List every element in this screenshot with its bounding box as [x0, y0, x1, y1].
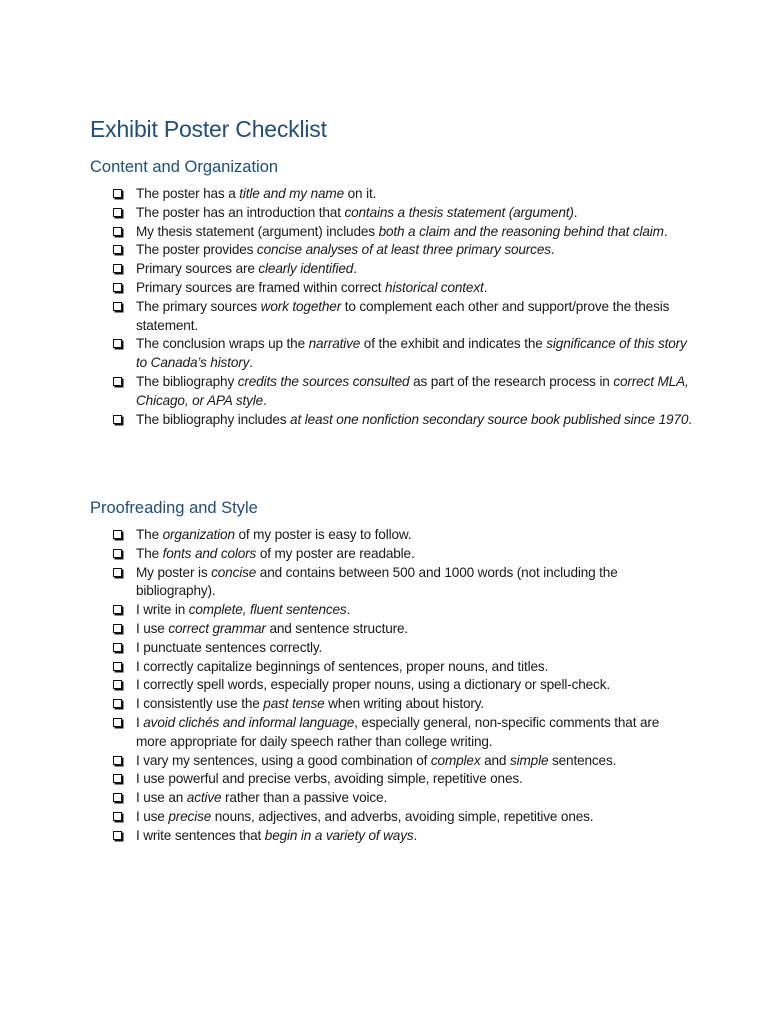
- checklist-item-text: [136, 224, 667, 239]
- text-segment: of my poster are readable.: [256, 545, 415, 561]
- emphasis-text: work together: [260, 298, 342, 314]
- text-segment: .: [249, 355, 253, 371]
- checkbox-icon[interactable]: [113, 283, 122, 292]
- checklist-item-text: [136, 412, 692, 427]
- checklist-item: [113, 223, 693, 242]
- text-segment: The poster has an introduction that: [136, 204, 345, 220]
- checklist-item: [113, 676, 693, 695]
- text-segment: I vary my sentences, using a good combination of: [136, 752, 431, 768]
- checkbox-icon[interactable]: [113, 662, 122, 671]
- emphasis-text: historical context: [385, 279, 484, 295]
- checklist-item-text: [136, 677, 610, 692]
- emphasis-text: significance of this story to Canada’s history: [136, 336, 687, 371]
- checklist-item-text: [136, 790, 387, 805]
- emphasis-text: active: [186, 790, 222, 806]
- text-segment: The poster has a: [136, 186, 240, 201]
- checkbox-icon[interactable]: [113, 680, 122, 689]
- checkbox-icon[interactable]: [113, 643, 122, 652]
- checkbox-icon[interactable]: [113, 831, 122, 840]
- text-segment: My thesis statement (argument) includes: [136, 223, 379, 239]
- checkbox-icon[interactable]: [113, 245, 122, 254]
- text-segment: when writing about history.: [324, 696, 485, 712]
- text-segment: .: [573, 204, 578, 220]
- emphasis-text: concise analyses of at least three primary sources: [256, 242, 551, 258]
- emphasis-text: correct MLA, Chicago, or APA style: [136, 373, 689, 408]
- emphasis-text: credits the sources consulted: [237, 373, 410, 389]
- checkbox-icon[interactable]: [113, 339, 122, 348]
- checklist-item: [113, 827, 693, 846]
- checklist-item-text: [136, 565, 618, 599]
- checkbox-icon[interactable]: [113, 756, 122, 765]
- checklist-item-text: [136, 771, 523, 786]
- text-segment: to complement each other and support/prove the thesis statement.: [136, 298, 670, 333]
- text-segment: of the exhibit and indicates the: [360, 336, 547, 352]
- emphasis-text: fonts and colors: [162, 545, 257, 561]
- checklist-item: [113, 620, 693, 639]
- checklist-item: [113, 714, 693, 752]
- text-segment: I correctly capitalize beginnings of sentences, proper nouns, and titles.: [136, 658, 549, 674]
- checklist-item-text: [136, 828, 417, 843]
- checkbox-icon[interactable]: [113, 624, 122, 633]
- text-segment: I use powerful and precise verbs, avoiding simple, repetitive ones.: [136, 771, 523, 787]
- checklist-item: [113, 789, 693, 808]
- text-segment: sentences.: [548, 752, 617, 768]
- checklist-item: [113, 639, 693, 658]
- checkbox-icon[interactable]: [113, 302, 122, 311]
- emphasis-text: at least one nonfiction secondary source book published since 1970: [290, 411, 689, 427]
- text-segment: The bibliography: [136, 373, 238, 389]
- text-segment: nouns, adjectives, and adverbs, avoiding simple, repetitive ones.: [211, 808, 594, 824]
- checklist-item: [113, 373, 693, 411]
- checklist-item: [113, 335, 693, 373]
- text-segment: of my poster is easy to follow.: [234, 527, 412, 542]
- checklist-item: [113, 658, 693, 677]
- checklist-proofreading: [113, 526, 693, 846]
- text-segment: on it.: [344, 186, 377, 201]
- checkbox-icon[interactable]: [113, 718, 122, 727]
- text-segment: .: [483, 279, 488, 295]
- emphasis-text: past tense: [263, 696, 325, 712]
- text-segment: The primary sources: [136, 298, 261, 314]
- text-segment: I correctly spell words, especially proper nouns, using a dictionary or spell-check.: [136, 677, 610, 693]
- checklist-item: [113, 695, 693, 714]
- text-segment: rather than a passive voice.: [221, 790, 388, 806]
- checklist-item-text: [136, 261, 357, 276]
- checklist-content: [113, 185, 693, 429]
- text-segment: The poster provides: [136, 242, 257, 258]
- checklist-item: [113, 279, 693, 298]
- checkbox-icon[interactable]: [113, 530, 122, 539]
- emphasis-text: avoid clichés and informal language: [143, 714, 355, 730]
- text-segment: .: [550, 242, 555, 258]
- checklist-item-text: [136, 696, 484, 711]
- emphasis-text: correct grammar: [168, 620, 266, 636]
- page-title: Exhibit Poster Checklist: [90, 116, 327, 142]
- text-segment: I: [136, 714, 144, 730]
- emphasis-text: clearly identified: [258, 261, 354, 277]
- emphasis-text: complex: [430, 752, 481, 768]
- text-segment: Primary sources are framed within correct: [136, 279, 386, 295]
- text-segment: The: [136, 545, 163, 561]
- checklist-item: [113, 545, 693, 564]
- checkbox-icon[interactable]: [113, 812, 122, 821]
- checklist-item: [113, 298, 693, 336]
- checklist-item-text: [136, 753, 616, 768]
- checklist-item: [113, 808, 693, 827]
- emphasis-text: precise: [168, 808, 212, 824]
- text-segment: I use: [136, 620, 169, 636]
- checklist-item-text: [136, 186, 376, 201]
- emphasis-text: title and my name: [239, 186, 344, 201]
- checkbox-icon[interactable]: [113, 208, 122, 217]
- checkbox-icon[interactable]: [113, 189, 122, 198]
- checkbox-icon[interactable]: [113, 227, 122, 236]
- checkbox-icon[interactable]: [113, 549, 122, 558]
- checklist-item-text: [136, 659, 548, 674]
- checkbox-icon[interactable]: [113, 377, 122, 386]
- section-heading-proofreading: Proofreading and Style: [90, 499, 258, 517]
- checklist-item-text: [136, 205, 577, 220]
- emphasis-text: both a claim and the reasoning behind that claim: [378, 223, 664, 239]
- text-segment: The: [136, 527, 163, 542]
- text-segment: I use an: [136, 790, 187, 806]
- checkbox-icon[interactable]: [113, 568, 122, 577]
- checklist-item-text: [136, 715, 659, 749]
- emphasis-text: organization: [162, 527, 235, 542]
- checklist-item-text: [136, 299, 669, 333]
- checklist-item-text: [136, 374, 689, 408]
- text-segment: and: [480, 752, 510, 768]
- checklist-item-text: [136, 546, 415, 561]
- checklist-item: [113, 411, 693, 430]
- text-segment: Primary sources are: [136, 261, 259, 277]
- text-segment: I write in: [136, 602, 189, 618]
- text-segment: .: [663, 223, 668, 239]
- checklist-item: [113, 770, 693, 789]
- checklist-item: [113, 526, 693, 545]
- text-segment: as part of the research process in: [409, 373, 614, 389]
- text-segment: .: [688, 411, 692, 427]
- text-segment: I write sentences that: [136, 827, 265, 843]
- text-segment: The conclusion wraps up the: [136, 336, 309, 352]
- checklist-item-text: [136, 280, 487, 295]
- emphasis-text: simple: [509, 752, 549, 768]
- text-segment: My poster is: [136, 564, 212, 580]
- text-segment: .: [263, 392, 267, 408]
- text-segment: and contains between 500 and 1000 words (not including the bibliography).: [136, 564, 618, 599]
- text-segment: .: [353, 261, 357, 277]
- section-heading-content: Content and Organization: [90, 158, 279, 176]
- checkbox-icon[interactable]: [113, 774, 122, 783]
- checklist-item: [113, 752, 693, 771]
- checkbox-icon[interactable]: [113, 699, 122, 708]
- emphasis-text: begin in a variety of ways: [264, 827, 414, 843]
- checklist-item-text: [136, 602, 350, 617]
- emphasis-text: complete, fluent sentences: [188, 602, 347, 618]
- text-segment: .: [346, 602, 351, 618]
- checklist-item-text: [136, 809, 593, 824]
- checklist-item-text: [136, 621, 408, 636]
- checklist-item: [113, 204, 693, 223]
- checklist-item-text: [136, 640, 322, 655]
- checklist-item: [113, 241, 693, 260]
- emphasis-text: narrative: [308, 336, 361, 352]
- text-segment: The bibliography includes: [136, 411, 291, 427]
- checkbox-icon[interactable]: [113, 793, 122, 802]
- checklist-item-text: [136, 242, 555, 257]
- checklist-item: [113, 564, 693, 602]
- checklist-item: [113, 260, 693, 279]
- text-segment: I punctuate sentences correctly.: [136, 639, 323, 655]
- text-segment: and sentence structure.: [265, 620, 409, 636]
- checklist-item: [113, 601, 693, 620]
- checkbox-icon[interactable]: [113, 605, 122, 614]
- checkbox-icon[interactable]: [113, 264, 122, 273]
- text-segment: I consistently use the: [136, 696, 264, 712]
- checkbox-icon[interactable]: [113, 415, 122, 424]
- checklist-item-text: [136, 336, 687, 370]
- checklist-item-text: [136, 527, 411, 542]
- emphasis-text: contains a thesis statement (argument): [344, 204, 574, 220]
- text-segment: , especially general, non-specific comments that are more appropriate for daily speech rather than college writing.: [136, 714, 660, 749]
- text-segment: .: [413, 827, 418, 843]
- text-segment: I use: [136, 808, 169, 824]
- checklist-item: [113, 185, 693, 204]
- emphasis-text: concise: [211, 564, 257, 580]
